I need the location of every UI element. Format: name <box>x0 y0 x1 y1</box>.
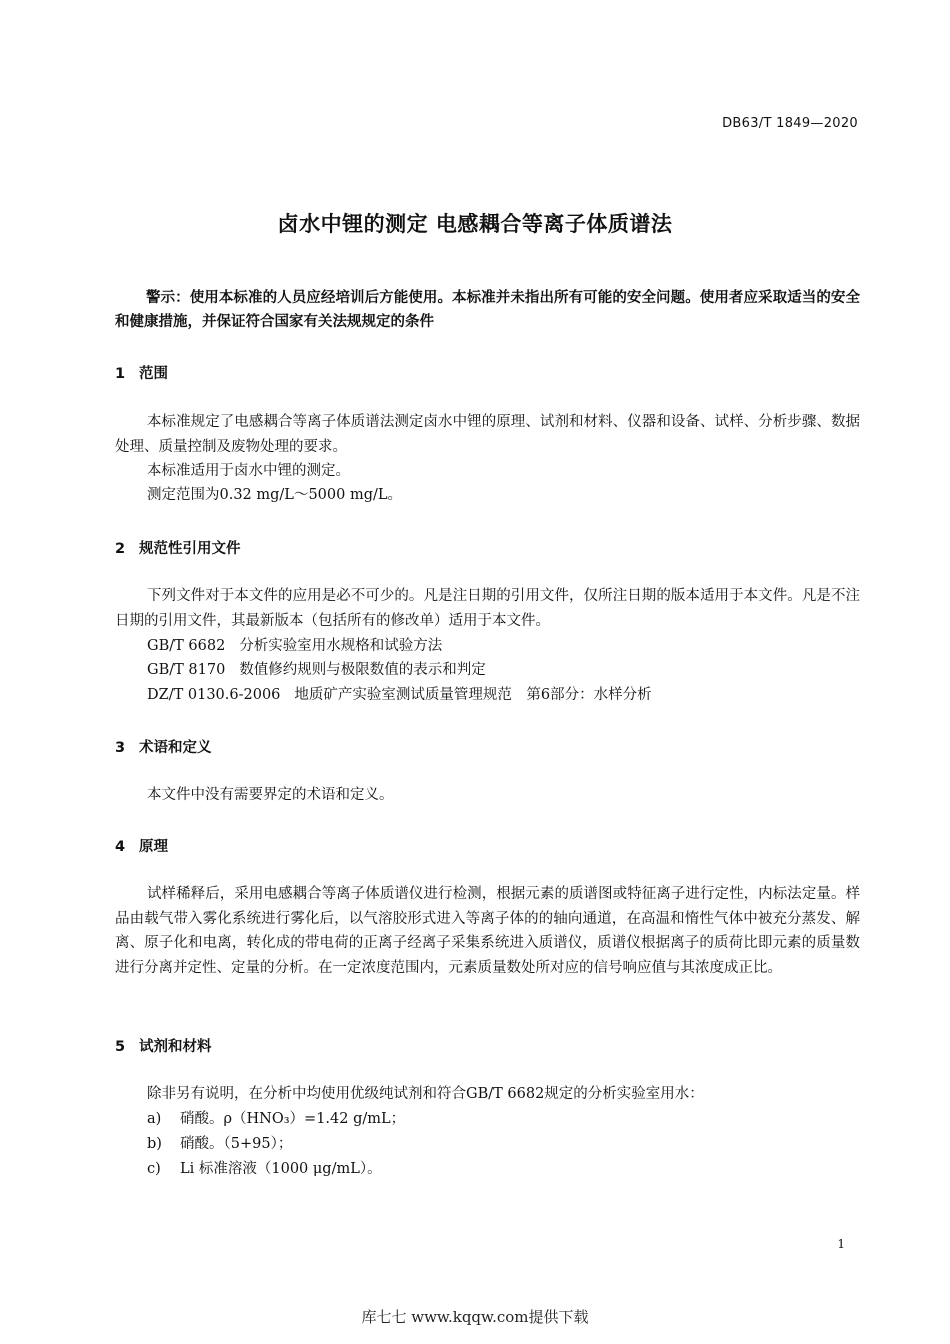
list-marker: c) <box>147 1161 161 1177</box>
section-number: 5 <box>115 1039 126 1055</box>
standard-number: DB63/T 1849—2020 <box>722 116 858 131</box>
list-marker: b) <box>147 1136 162 1152</box>
section-heading-scope <box>115 362 168 383</box>
warning-paragraph: 警示：使用本标准的人员应经培训后方能使用。本标准并未指出所有可能的安全问题。使用者应采取适当的安全和健康措施，并保证符合国家有关法规规定的条件 <box>115 290 860 330</box>
list-item-text: Li 标准溶液（1000 μg/mL）。 <box>180 1161 382 1177</box>
download-watermark: 库七七 www.kqqw.com提供下载 <box>361 1308 589 1326</box>
reference-item <box>147 634 442 658</box>
scope-range: 测定范围为0.32 mg/L～5000 mg/L。 <box>147 487 402 503</box>
reference-code: GB/T 6682 <box>147 638 226 654</box>
section-title: 范围 <box>139 366 168 382</box>
terms-paragraph: 本文件中没有需要界定的术语和定义。 <box>147 787 394 803</box>
document-title: 卤水中锂的测定 电感耦合等离子体质谱法 <box>277 212 673 236</box>
section-number: 3 <box>115 740 126 756</box>
section-heading-normative-references <box>115 537 241 558</box>
reference-title: 分析实验室用水规格和试验方法 <box>239 638 443 654</box>
reference-code: DZ/T 0130.6-2006 <box>147 687 281 703</box>
list-marker: a) <box>147 1111 162 1127</box>
reference-code: GB/T 8170 <box>147 662 226 678</box>
scope-applicability: 本标准适用于卤水中锂的测定。 <box>147 463 350 479</box>
section-number: 2 <box>115 541 126 557</box>
reagent-list-item <box>147 1107 405 1131</box>
scope-paragraph: 本标准规定了电感耦合等离子体质谱法测定卤水中锂的原理、试剂和材料、仪器和设备、试样、分析步骤、数据处理、质量控制及废物处理的要求。 <box>115 414 860 455</box>
references-intro-paragraph: 下列文件对于本文件的应用是必不可少的。凡是注日期的引用文件，仅所注日期的版本适用于本文件。凡是不注日期的引用文件，其最新版本（包括所有的修改单）适用于本文件。 <box>115 588 860 629</box>
section-heading-reagents <box>115 1035 212 1056</box>
reagent-list-item <box>147 1132 292 1156</box>
section-number: 1 <box>115 366 126 382</box>
section-heading-terms <box>115 736 212 757</box>
page-number: 1 <box>837 1237 845 1251</box>
section-title: 规范性引用文件 <box>139 541 241 557</box>
principle-paragraph: 试样稀释后，采用电感耦合等离子体质谱仪进行检测，根据元素的质谱图或特征离子进行定性，内标法定量。样品由载气带入雾化系统进行雾化后，以气溶胶形式进入等离子体的的轴向通道，在高温和惰性气体中被充分蒸发、解离、原子化和电离，转化成的带电荷的正离子经离子采集系统进入质谱仪，质谱仪根据离子的质荷比即元素的质量数进行分离并定性、定量的分析。在一定浓度范围内，元素质量数处所对应的信号响应值与其浓度成正比。 <box>115 886 860 976</box>
reagents-intro-paragraph: 除非另有说明，在分析中均使用优级纯试剂和符合GB/T 6682规定的分析实验室用水： <box>147 1086 704 1102</box>
section-title: 原理 <box>139 839 168 855</box>
list-item-text: 硝酸。ρ（HNO₃）=1.42 g/mL； <box>180 1111 406 1127</box>
reference-item <box>147 658 486 682</box>
section-title: 试剂和材料 <box>139 1039 212 1055</box>
reference-title: 数值修约规则与极限数值的表示和判定 <box>239 662 486 678</box>
reference-title: 地质矿产实验室测试质量管理规范 第6部分：水样分析 <box>294 687 652 703</box>
reagent-list-item <box>147 1157 382 1181</box>
section-heading-principle <box>115 835 168 856</box>
reference-item <box>147 683 652 707</box>
section-title: 术语和定义 <box>139 740 212 756</box>
section-number: 4 <box>115 839 126 855</box>
list-item-text: 硝酸。（5+95）； <box>180 1136 293 1152</box>
